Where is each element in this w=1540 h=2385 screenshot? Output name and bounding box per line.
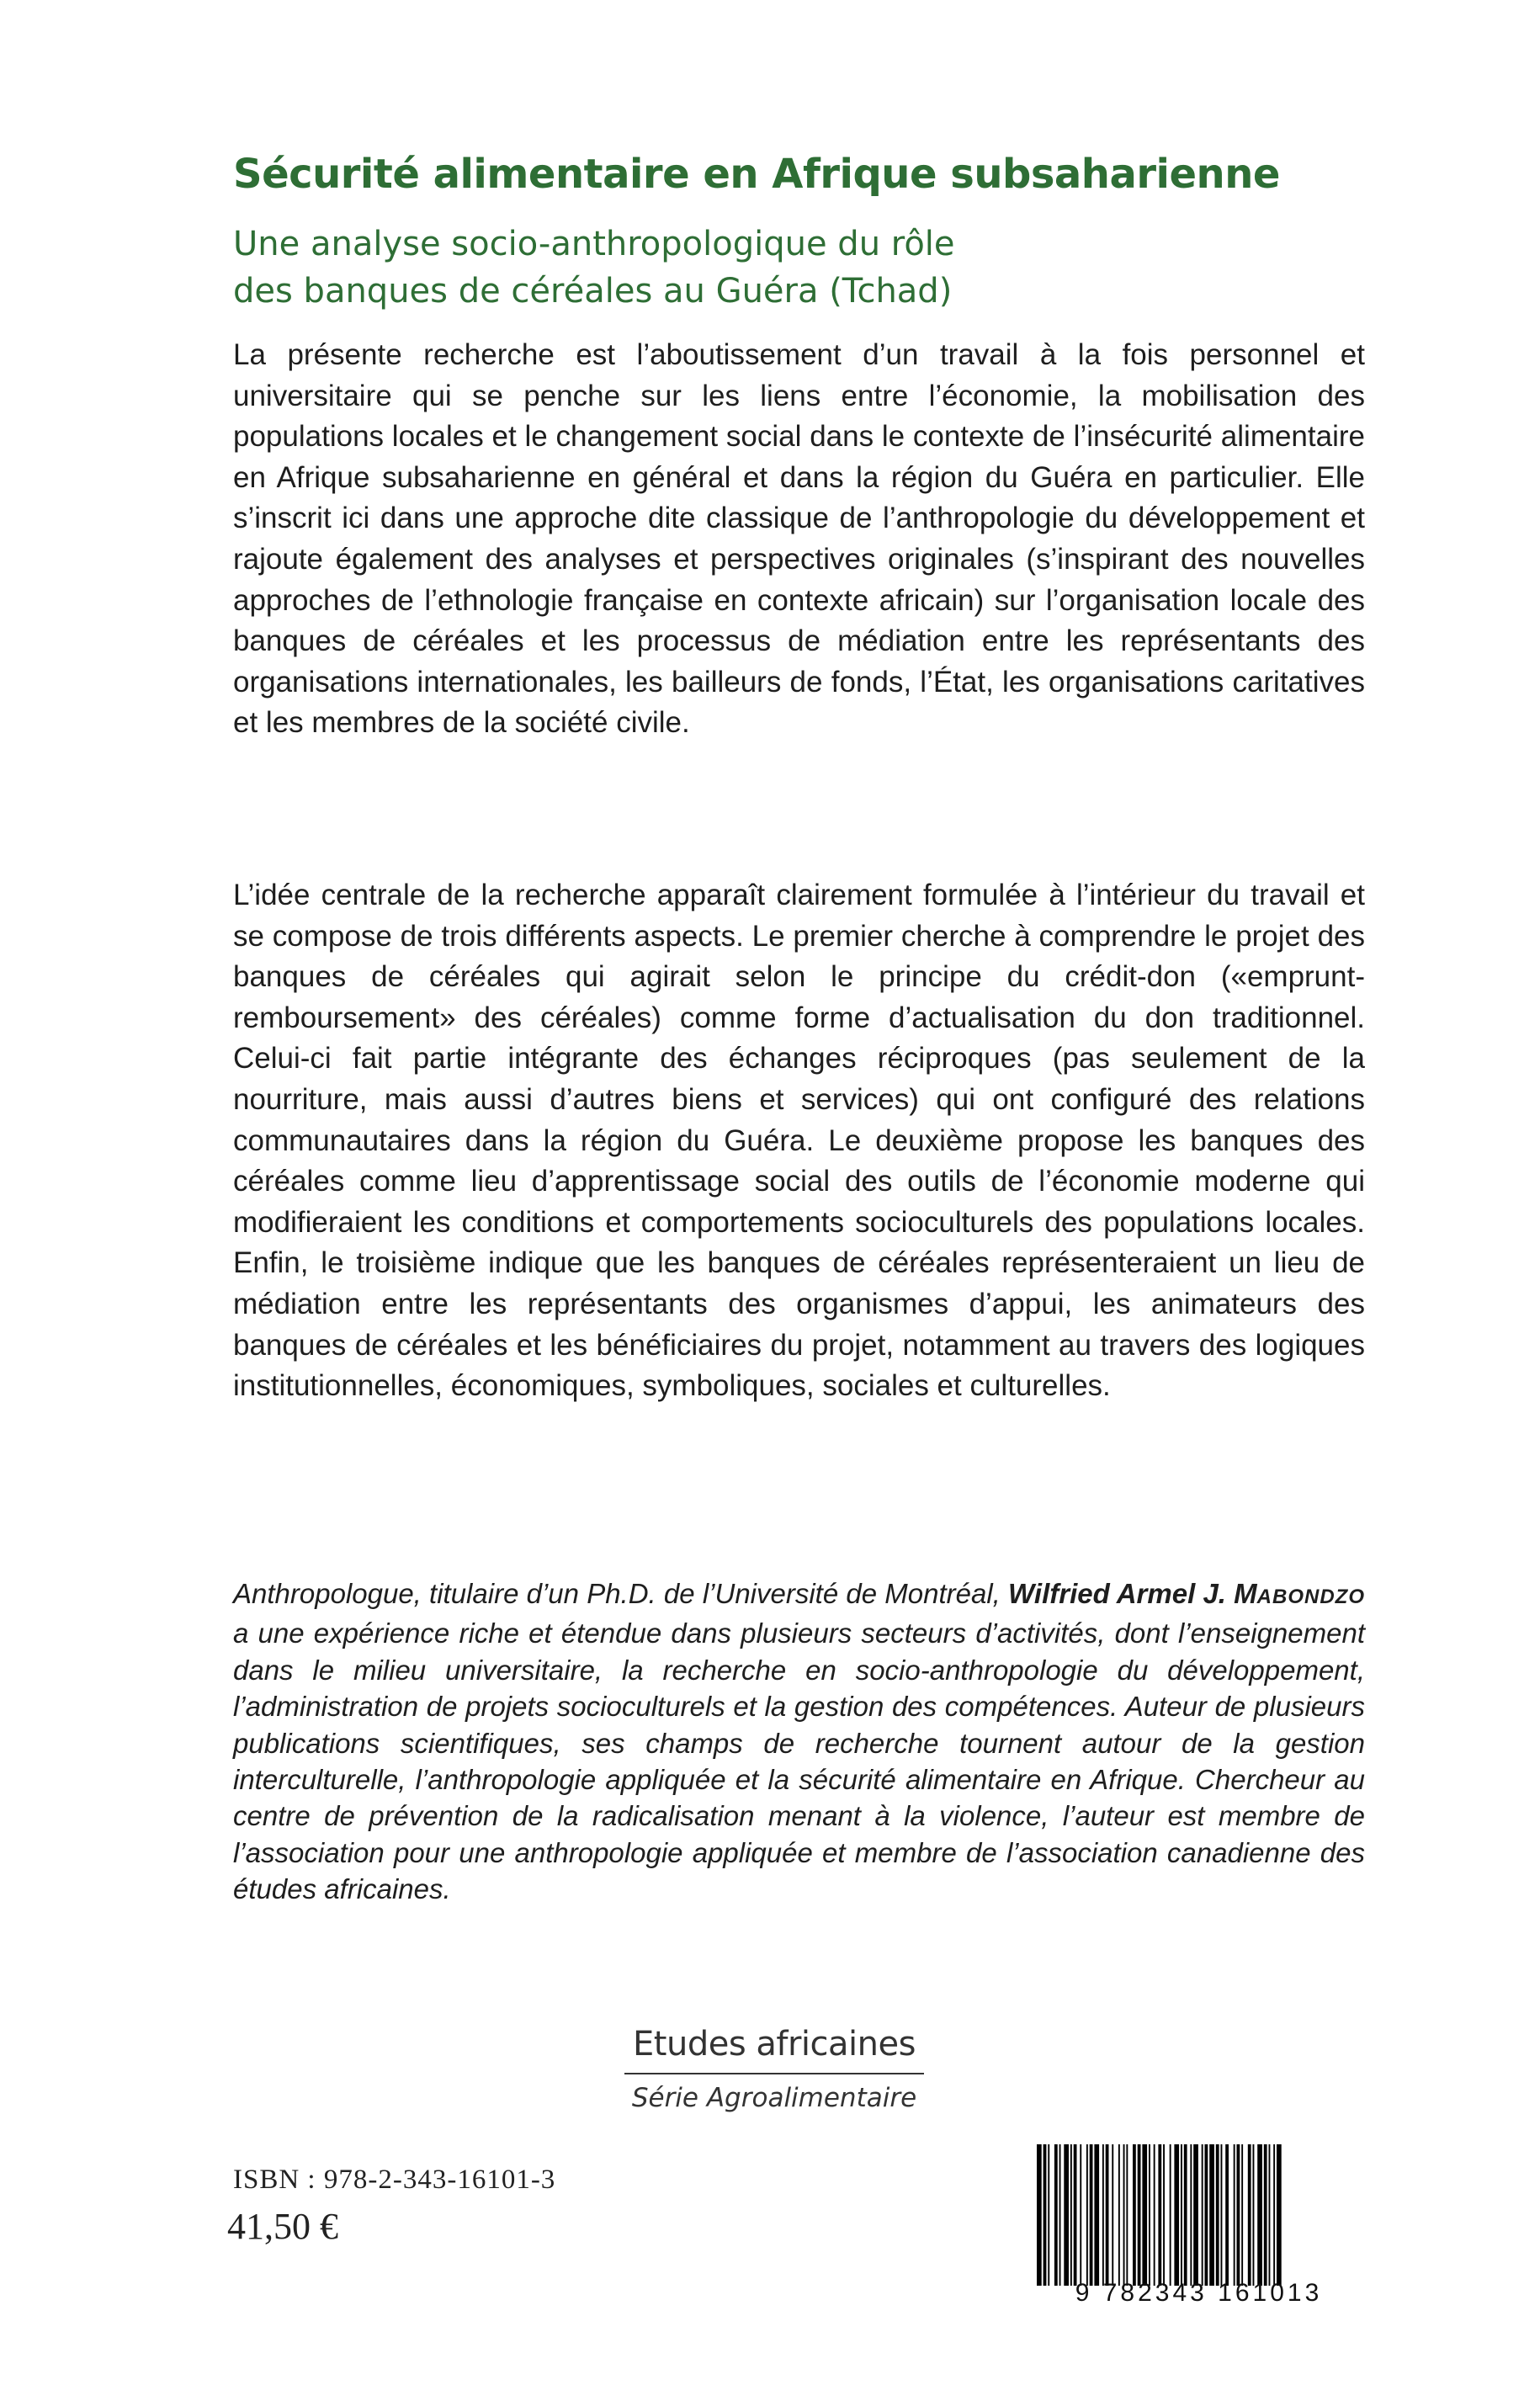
bio-rest: a une expérience riche et étendue dans plusieurs secteurs d’activités, dont l’enseignement dans le milieu universitaire, la recherche en socio-anthropologie du développement, l’administration de projets socioculturels et la gestion des compétences. Auteur de plusieurs publications scientifiques, ses champs de recherche tournent autour de la gestion interculturelle, l’anthropologie appliquée et la sécurité alimentaire en Afrique. Chercheur au centre de prévention de la radicalisation menant à la violence, l’auteur est membre de l’association pour une anthropologie appliquée et membre de l’association canadienne des études africaines. <box>233 1617 1365 1905</box>
barcode-bar <box>1269 2144 1271 2286</box>
barcode-bar <box>1216 2144 1219 2286</box>
barcode-bar <box>1277 2144 1282 2286</box>
barcode-bar <box>1037 2144 1042 2286</box>
series-subtitle: Série Agroalimentaire <box>631 2083 917 2113</box>
barcode-bar <box>1059 2144 1061 2286</box>
barcode-bar <box>1170 2144 1171 2286</box>
barcode-bar <box>1273 2144 1275 2286</box>
barcode-bar <box>1237 2144 1240 2286</box>
barcode-bar <box>1106 2144 1109 2286</box>
author-name-first: Wilfried Armel J. M <box>1008 1578 1257 1609</box>
subtitle-line-2: des banques de céréales au Guéra (Tchad) <box>233 272 953 311</box>
barcode-bars <box>1037 2144 1361 2286</box>
barcode-bar <box>1264 2144 1267 2286</box>
barcode-bar <box>1123 2144 1125 2286</box>
barcode-bar <box>1257 2144 1262 2286</box>
barcode-bar <box>1138 2144 1141 2286</box>
book-subtitle <box>233 220 1428 315</box>
barcode-bar <box>1133 2144 1136 2286</box>
barcode-bar <box>1158 2144 1161 2286</box>
barcode-bar <box>1149 2144 1150 2286</box>
summary-paragraph-1: La présente recherche est l’aboutissement d’un travail à la fois personnel et universitaire qui se penche sur les liens entre l’économie, la mobilisation des populations locales et le changement social dans le contexte de l’insécurité alimentaire en Afrique subsaharienne en général et dans la région du Guéra en particulier. Elle s’inscrit ici dans une approche dite classique de l’anthropologie du développement et rajoute également des analyses et perspectives originales (s’inspirant des nouvelles approches de l’ethnologie française en contexte africain) sur l’organisation locale des banques de céréales et les processus de médiation entre les représentants des organisations internationales, les bailleurs de fonds, l’État, les organisations caritatives et les membres de la société civile. <box>233 338 1365 740</box>
barcode-bar <box>1205 2144 1208 2286</box>
author-name-smallcaps: ABONDZO <box>1256 1586 1365 1608</box>
barcode-bar <box>1090 2144 1093 2286</box>
barcode-bar <box>1112 2144 1113 2286</box>
barcode-bar <box>1221 2144 1223 2286</box>
author-name <box>1008 1578 1365 1609</box>
author-bio <box>233 1575 1365 1908</box>
barcode-bar <box>1070 2144 1072 2286</box>
barcode-bar <box>1234 2144 1235 2286</box>
barcode-bar <box>1181 2144 1182 2286</box>
barcode-bar <box>1253 2144 1255 2286</box>
barcode-icon <box>1037 2144 1361 2286</box>
barcode-bar <box>1202 2144 1203 2286</box>
barcode-bar <box>1043 2144 1047 2286</box>
barcode-bar <box>1174 2144 1179 2286</box>
barcode-bar <box>1248 2144 1251 2286</box>
barcode-bar <box>1094 2144 1099 2286</box>
barcode-bar <box>1048 2144 1049 2286</box>
book-title: Sécurité alimentaire en Afrique subsaharienne <box>233 151 1280 198</box>
isbn: ISBN : 978-2-343-16101-3 <box>233 2165 556 2195</box>
barcode-bar <box>1054 2144 1058 2286</box>
barcode-number: 9 782343 161013 <box>1075 2279 1323 2307</box>
barcode-bar <box>1225 2144 1229 2286</box>
bio-intro: Anthropologue, titulaire d’un Ph.D. de l’Université de Montréal, <box>233 1578 1009 1609</box>
summary-paragraph-2: L’idée centrale de la recherche apparaît clairement formulée à l’intérieur du travail et se compose de trois différents aspects. Le premier cherche à comprendre le projet des banques de céréales qui agirait selon le principe du crédit-don («emprunt-remboursement» des céréales) comme forme d’actualisation du don traditionnel. Celui-ci fait partie intégrante des échanges réciproques (pas seulement de la nourriture, mais aussi d’autres biens et services) qui ont configuré des relations communautaires dans la région du Guéra. Le deuxième propose les banques des céréales comme lieu d’apprentissage social des outils de l’économie moderne qui modifieraient les conditions et comportements socioculturels des populations locales. Enfin, le troisième indique que les banques de céréales représenteraient un lieu de médiation entre les représentants des organismes d’appui, les animateurs des banques de céréales et les bénéficiaires du projet, notamment au travers des logiques institutionnelles, économiques, symboliques, sociales et culturelles. <box>233 879 1365 1403</box>
series-name: Etudes africaines <box>624 2024 924 2074</box>
barcode-bar <box>1154 2144 1155 2286</box>
subtitle-line-1: Une analyse socio-anthropologique du rôle <box>233 225 955 263</box>
barcode-bar <box>1074 2144 1077 2286</box>
barcode-bar <box>1184 2144 1187 2286</box>
price: 41,50 € <box>227 2206 338 2247</box>
barcode-bar <box>1193 2144 1198 2286</box>
barcode-bar <box>1118 2144 1120 2286</box>
barcode-bar <box>1190 2144 1192 2286</box>
barcode-bar <box>1142 2144 1147 2286</box>
barcode-bar <box>1241 2144 1243 2286</box>
barcode-bar <box>1086 2144 1088 2286</box>
barcode-bar <box>1209 2144 1214 2286</box>
barcode-bar <box>1102 2144 1104 2286</box>
barcode-bar <box>1080 2144 1081 2286</box>
barcode-bar <box>1126 2144 1128 2286</box>
barcode-bar <box>1064 2144 1069 2286</box>
barcode-bar <box>1163 2144 1165 2286</box>
series-block <box>522 2024 1027 2115</box>
